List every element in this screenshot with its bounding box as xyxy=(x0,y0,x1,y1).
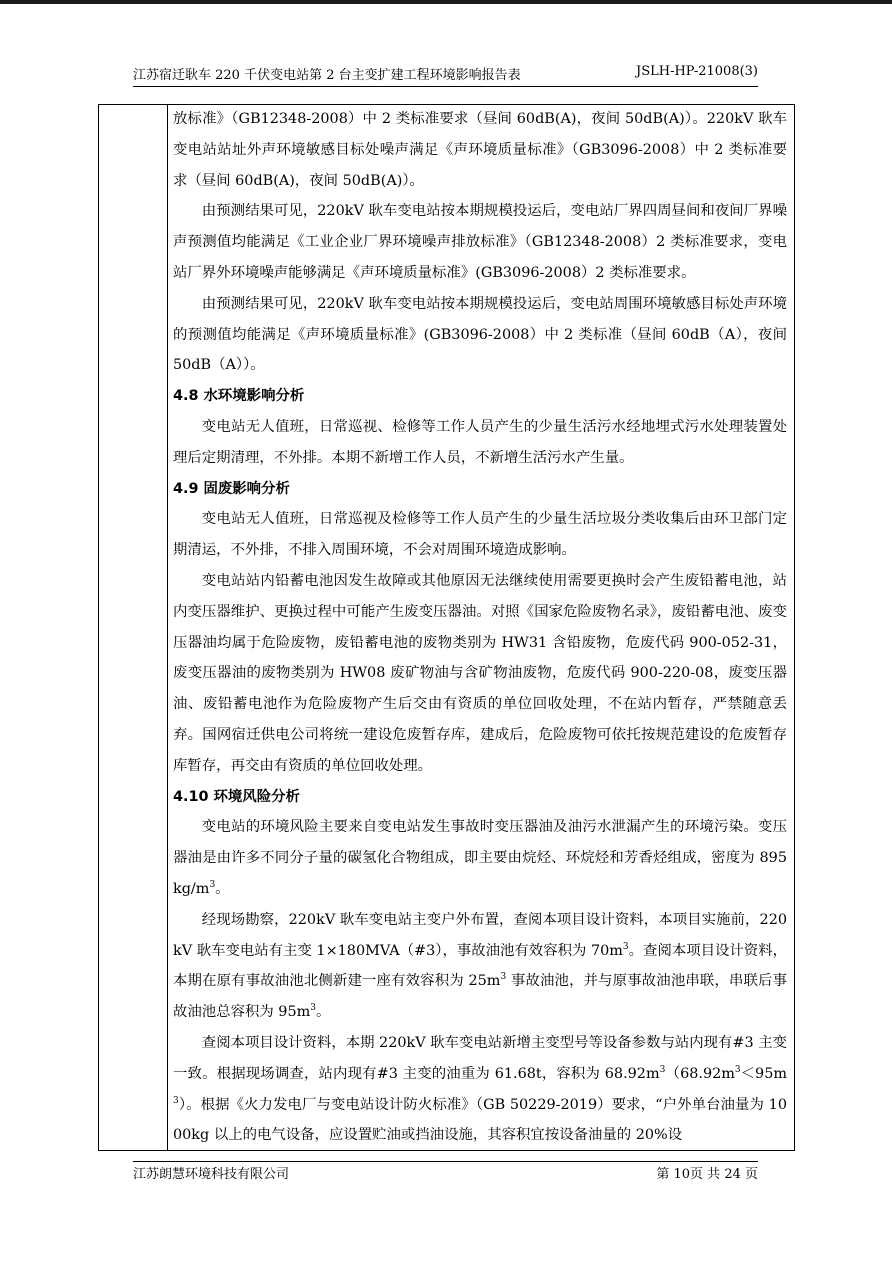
paragraph-accident-oil-pool: 经现场勘察，220kV 耿车变电站主变户外布置，查阅本项目设计资料，本项目实施前，220kV 耿车变电站有主变 1×180MVA（#3），事故油池有效容积为 $70m^3$。查阅本项目设计资料，本期在原有事故油池北侧新建一座有效容积为 $25m^3$ 事故油池，并与原事故油池串联，串联后事故油池总容积为 $95m^3$。 xyxy=(173,911,787,1021)
company-name: 江苏朗慧环境科技有限公司 xyxy=(133,1167,290,1182)
paragraph-boundary-noise: 由预测结果可见，220kV 耿车变电站按本期规模投运后，变电站厂界四周昼间和夜间厂界噪声预测值均能满足《工业企业厂界环境噪声排放标准》（GB12348-2008）2 类标准要求，变电站厂界外环境噪声能够满足《声环境质量标准》(GB3096-2008）2 类标准要求。 xyxy=(173,203,787,281)
paragraph-transformer-oil-volume: 查阅本项目设计资料，本期 220kV 耿车变电站新增主变型号等设备参数与站内现有#3 主变一致。根据现场调查，站内现有#3 主变的油重为 61.68t，容积为 $68.92m^3(68.92m^3<95m^3)$。根据《火力发电厂与变电站设计防火标准》（GB 50229-2019）要求，“户外单台油量为 1000kg 以上的电气设备，应设置贮油或挡油设施，其容积宜按设备油量的 20%设 xyxy=(173,1034,787,1144)
report-body xyxy=(173,104,787,1151)
paragraph-risk-source: 变电站的环境风险主要来自变电站发生事故时变压器油及油污水泄漏产生的环境污染。变压器油是由许多不同分子量的碳氢化合物组成，即主要由烷烃、环烷烃和芳香烃组成，密度为 $895kg/m^3$。 xyxy=(173,819,787,897)
report-title: 江苏宿迁耿车 220 千伏变电站第 2 台主变扩建工程环境影响报告表 xyxy=(133,68,521,83)
page-footer xyxy=(133,1163,758,1183)
paragraph-noise-standard-continued: 放标准》（GB12348-2008）中 2 类标准要求（昼间 60dB(A)，夜间 50dB(A)）。220kV 耿车变电站站址外声环境敏感目标处噪声满足《声环境质量标准》（GB3096-2008）中 2 类标准要求（昼间 60dB(A)，夜间 50dB(A)）。 xyxy=(173,111,787,189)
header-rule xyxy=(133,86,758,87)
paragraph-water-impact: 变电站无人值班，日常巡视、检修等工作人员产生的少量生活污水经地埋式污水处理装置处理后定期清理，不外排。本期不新增工作人员，不新增生活污水产生量。 xyxy=(173,418,787,466)
section-heading-water: 4.8 水环境影响分析 xyxy=(173,388,305,405)
section-heading-solid-waste: 4.9 固废影响分析 xyxy=(173,480,290,497)
paragraph-sensitive-target-noise: 由预测结果可见，220kV 耿车变电站按本期规模投运后，变电站周围环境敏感目标处声环境的预测值均能满足《声环境质量标准》(GB3096-2008）中 2 类标准（昼间 60dB（A），夜间 50dB（A））。 xyxy=(173,295,787,374)
section-heading-environmental-risk: 4.10 环境风险分析 xyxy=(173,788,300,805)
page-number: 第 10页 共 24 页 xyxy=(656,1167,758,1182)
footer-rule xyxy=(133,1161,758,1162)
paragraph-domestic-waste: 变电站无人值班，日常巡视及检修等工作人员产生的少量生活垃圾分类收集后由环卫部门定期清运，不外排，不排入周围环境，不会对周围环境造成影响。 xyxy=(173,511,787,559)
scan-top-edge xyxy=(0,0,892,4)
page-header xyxy=(133,64,758,86)
report-code: JSLH-HP-21008(3) xyxy=(635,64,758,79)
column-divider xyxy=(167,105,168,1150)
paragraph-hazardous-waste: 变电站站内铅蓄电池因发生故障或其他原因无法继续使用需要更换时会产生废铅蓄电池，站内变压器维护、更换过程中可能产生废变压器油。对照《国家危险废物名录》，废铅蓄电池、废变压器油均属于危险废物，废铅蓄电池的废物类别为 HW31 含铅废物，危废代码 900-052-31，废变压器油的废物类别为 HW08 废矿物油与含矿物油废物，危废代码 900-220-08，废变压器油、废铅蓄电池作为危险废物产生后交由有资质的单位回收处理，不在站内暂存，严禁随意丢弃。国网宿迁供电公司将统一建设危废暂存库，建成后，危险废物可依托按规范建设的危废暂存库暂存，再交由有资质的单位回收处理。 xyxy=(173,572,787,774)
